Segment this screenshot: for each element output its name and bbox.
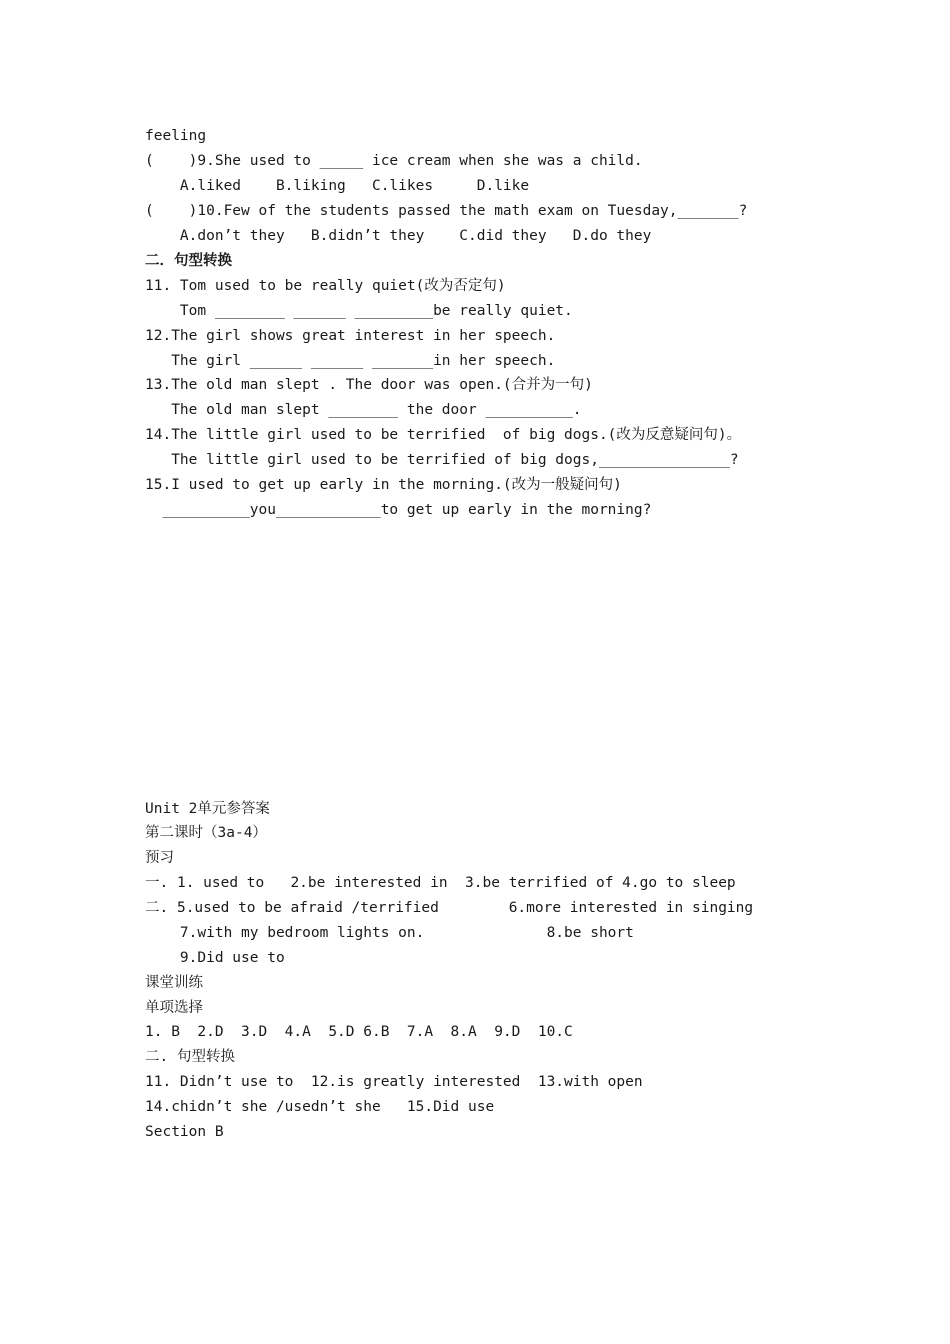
answer-line-4: 9.Did use to bbox=[145, 950, 285, 966]
question-10-options: A.don’t they B.didn’t they C.did they D.do they bbox=[145, 228, 652, 244]
question-14: 14.The little girl used to be terrified of big dogs.(改为反意疑问句)。 bbox=[145, 427, 742, 443]
multiple-choice-answers: 1. B 2.D 3.D 4.A 5.D 6.B 7.A 8.A 9.D 10.C bbox=[145, 1024, 573, 1040]
question-11-blank: Tom ________ ______ _________be really quiet. bbox=[145, 303, 573, 319]
preview-heading: 预习 bbox=[145, 850, 174, 866]
question-15-blank: __________you____________to get up early in the morning? bbox=[145, 502, 652, 518]
question-10: ( )10.Few of the students passed the math exam on Tuesday,_______? bbox=[145, 203, 748, 219]
multiple-choice-heading: 单项选择 bbox=[145, 1000, 203, 1016]
question-12-blank: The girl ______ ______ _______in her speech. bbox=[145, 353, 556, 369]
section-b-heading: Section B bbox=[145, 1124, 224, 1140]
answer-line-1: 一. 1. used to 2.be interested in 3.be terrified of 4.go to sleep bbox=[145, 875, 736, 891]
transform-answers-1: 11. Didn’t use to 12.is greatly interested 13.with open bbox=[145, 1074, 643, 1090]
question-15: 15.I used to get up early in the morning.(改为一般疑问句) bbox=[145, 477, 622, 493]
answer-key-title: Unit 2单元参答案 bbox=[145, 801, 270, 817]
question-14-blank: The little girl used to be terrified of big dogs,_______________? bbox=[145, 452, 739, 468]
text-line-feeling: feeling bbox=[145, 128, 207, 144]
question-9: ( )9.She used to _____ ice cream when she was a child. bbox=[145, 153, 643, 169]
question-13-blank: The old man slept ________ the door __________. bbox=[145, 402, 582, 418]
answer-line-2: 二. 5.used to be afraid /terrified 6.more interested in singing bbox=[145, 900, 754, 916]
question-9-options: A.liked B.liking C.likes D.like bbox=[145, 178, 530, 194]
question-12: 12.The girl shows great interest in her speech. bbox=[145, 328, 556, 344]
transform-answers-2: 14.chidn’t she /usedn’t she 15.Did use bbox=[145, 1099, 495, 1115]
lesson-title: 第二课时（3a-4） bbox=[145, 825, 267, 841]
sentence-transform-heading: 二. 句型转换 bbox=[145, 1049, 235, 1065]
answer-line-3: 7.with my bedroom lights on. 8.be short bbox=[145, 925, 634, 941]
class-practice-heading: 课堂训练 bbox=[145, 975, 203, 991]
question-11: 11. Tom used to be really quiet(改为否定句) bbox=[145, 278, 506, 294]
question-13: 13.The old man slept . The door was open.(合并为一句) bbox=[145, 377, 593, 393]
section-heading-sentence-transform: 二．句型转换 bbox=[145, 253, 232, 269]
